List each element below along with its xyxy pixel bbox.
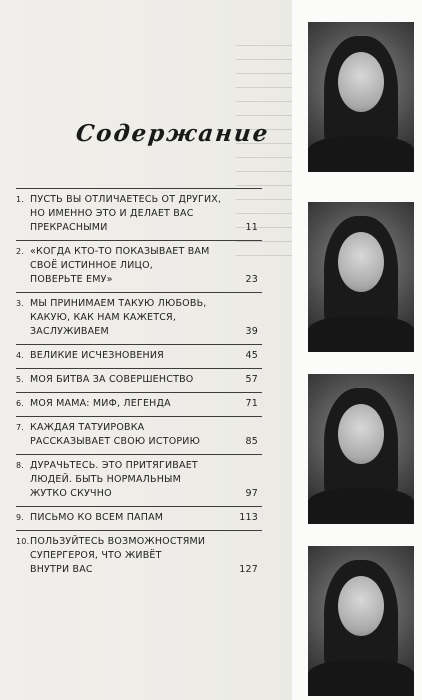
entry-page-number: 11: [245, 222, 258, 233]
entry-number: 4.: [16, 351, 25, 360]
entry-page-number: 39: [245, 326, 258, 337]
entry-number: 5.: [16, 375, 25, 384]
entry-title: ДУРАЧЬТЕСЬ. ЭТО ПРИТЯГИВАЕТ ЛЮДЕЙ. БЫТЬ НОРМАЛЬНЫМ ЖУТКО СКУЧНО: [30, 460, 198, 499]
entry-page-number: 57: [245, 374, 258, 385]
toc-entry[interactable]: [16, 188, 262, 240]
entry-title: КАЖДАЯ ТАТУИРОВКА РАССКАЗЫВАЕТ СВОЮ ИСТОРИЮ: [30, 422, 201, 447]
entry-number: 8.: [16, 461, 25, 470]
entry-title: ПИСЬМО КО ВСЕМ ПАПАМ: [30, 512, 164, 523]
table-of-contents: [16, 188, 262, 582]
toc-entry[interactable]: [16, 392, 262, 416]
entry-title: ПОЛЬЗУЙТЕСЬ ВОЗМОЖНОСТЯМИ СУПЕРГЕРОЯ, ЧТО ЖИВЁТ ВНУТРИ ВАС: [30, 536, 206, 575]
toc-entry[interactable]: [16, 530, 262, 582]
photo-frame: [308, 22, 414, 172]
toc-entry[interactable]: [16, 292, 262, 344]
toc-entry[interactable]: [16, 454, 262, 506]
entry-page-number: 45: [245, 350, 258, 361]
toc-entry[interactable]: [16, 344, 262, 368]
entry-title: «КОГДА КТО-ТО ПОКАЗЫВАЕТ ВАМ СВОЁ ИСТИННОЕ ЛИЦО, ПОВЕРЬТЕ ЕМУ»: [30, 246, 210, 285]
entry-title: ВЕЛИКИЕ ИСЧЕЗНОВЕНИЯ: [30, 350, 164, 361]
entry-number: 1.: [16, 195, 25, 204]
entry-number: 2.: [16, 247, 25, 256]
photo-frame: [308, 546, 414, 696]
entry-page-number: 23: [245, 274, 258, 285]
entry-number: 9.: [16, 513, 25, 522]
photo-frame: [308, 374, 414, 524]
entry-title: МОЯ МАМА: МИФ, ЛЕГЕНДА: [30, 398, 171, 409]
entry-number: 6.: [16, 399, 25, 408]
entry-page-number: 113: [239, 512, 258, 523]
entry-title: МОЯ БИТВА ЗА СОВЕРШЕНСТВО: [30, 374, 194, 385]
entry-number: 10.: [16, 537, 30, 546]
entry-title: ПУСТЬ ВЫ ОТЛИЧАЕТЕСЬ ОТ ДРУГИХ, НО ИМЕННО ЭТО И ДЕЛАЕТ ВАС ПРЕКРАСНЫМИ: [30, 194, 222, 233]
toc-entry[interactable]: [16, 506, 262, 530]
toc-entry[interactable]: [16, 368, 262, 392]
page-title: Содержание: [74, 120, 271, 147]
photo-frame: [308, 202, 414, 352]
entry-page-number: 127: [239, 564, 258, 575]
photo-strip: [292, 0, 422, 700]
entry-title: МЫ ПРИНИМАЕМ ТАКУЮ ЛЮБОВЬ, КАКУЮ, КАК НАМ КАЖЕТСЯ, ЗАСЛУЖИВАЕМ: [30, 298, 207, 337]
toc-entry[interactable]: [16, 416, 262, 454]
toc-entry[interactable]: [16, 240, 262, 292]
entry-page-number: 85: [245, 436, 258, 447]
entry-number: 3.: [16, 299, 25, 308]
entry-page-number: 71: [245, 398, 258, 409]
entry-page-number: 97: [245, 488, 258, 499]
entry-number: 7.: [16, 423, 25, 432]
